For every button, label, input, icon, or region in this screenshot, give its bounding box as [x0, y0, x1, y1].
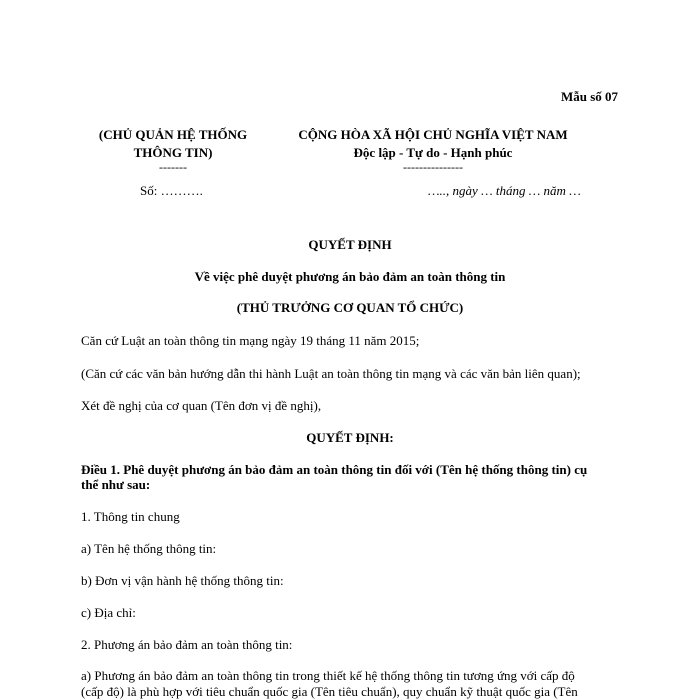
decision-authority: (THỦ TRƯỞNG CƠ QUAN TỔ CHỨC)	[236, 300, 464, 315]
motto: Độc lập - Tự do - Hạnh phúc	[353, 145, 513, 160]
para-a-line-1: a) Phương án bảo đảm an toàn thông tin trong thiết kế hệ thống thông tin tương ứng với cấp độ	[81, 668, 575, 683]
item-operator: b) Đơn vị vận hành hệ thống thông tin:	[81, 573, 284, 588]
section-general-info: 1. Thông tin chung	[81, 509, 180, 524]
legal-basis-1: Căn cứ Luật an toàn thông tin mạng ngày 19 tháng 11 năm 2015;	[81, 333, 420, 348]
section-security-plan: 2. Phương án bảo đảm an toàn thông tin:	[81, 637, 293, 652]
org-line-1: (CHỦ QUẢN HỆ THỐNG	[98, 127, 248, 142]
article-1-line-1: Điều 1. Phê duyệt phương án bảo đảm an toàn thông tin đối với (Tên hệ thống thông tin) cụ	[81, 462, 588, 477]
legal-basis-2: (Căn cứ các văn bản hướng dẫn thi hành Luật an toàn thông tin mạng và các văn bản liên quan);	[81, 366, 581, 381]
org-line-2: THÔNG TIN)	[133, 145, 213, 160]
document-number: Số: ……….	[140, 183, 203, 198]
decision-subject: Về việc phê duyệt phương án bảo đảm an toàn thông tin	[194, 269, 506, 284]
form-number: Mẫu số 07	[560, 89, 618, 104]
nation-name: CỘNG HÒA XÃ HỘI CHỦ NGHĨA VIỆT NAM	[298, 127, 568, 142]
item-address: c) Địa chỉ:	[81, 605, 136, 620]
motto-rule: ---------------	[403, 160, 463, 174]
article-1-line-2: thể như sau:	[81, 477, 151, 492]
para-a-line-2: (cấp độ) là phù hợp với tiêu chuẩn quốc gia (Tên tiêu chuẩn), quy chuẩn kỹ thuật quốc gia (Tên	[81, 684, 578, 699]
decision-title: QUYẾT ĐỊNH	[308, 237, 392, 252]
legal-basis-3: Xét đề nghị của cơ quan (Tên đơn vị đề nghị),	[81, 398, 322, 413]
place-date: ….., ngày … tháng … năm …	[428, 183, 581, 198]
org-rule: -------	[159, 160, 187, 174]
item-system-name: a) Tên hệ thống thông tin:	[81, 541, 217, 556]
decides-heading: QUYẾT ĐỊNH:	[306, 430, 394, 445]
